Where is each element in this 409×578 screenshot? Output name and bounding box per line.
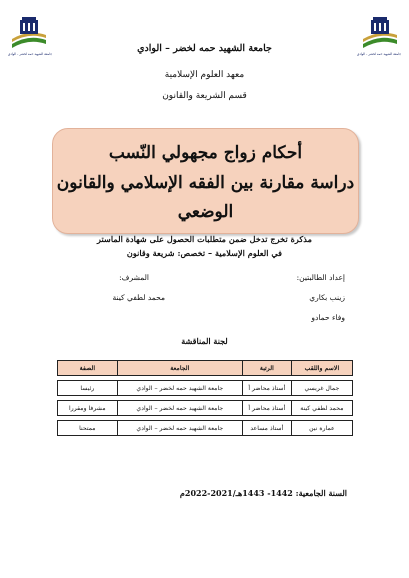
table-row (58, 401, 353, 416)
committee-table (57, 360, 353, 436)
specialization: في العلوم الإسلامية – تخصص: شريعة وقانون (126, 248, 283, 258)
table-row (58, 381, 353, 396)
table-cell: أستاذ محاضر أ (242, 381, 291, 396)
supervisor-label: المشرف: (119, 273, 149, 282)
table-cell: مشرفا ومقررا (58, 401, 118, 416)
table-cell: جامعة الشهيد حمه لخضر – الوادي (117, 421, 242, 436)
academic-year: السنة الجامعية: 1442- 1443هـ/2021-2022م (179, 488, 347, 498)
supervisor-name: محمد لطفي كينة (112, 293, 165, 302)
table-cell: ممتحنا (58, 421, 118, 436)
thesis-title-line1: أحكام زواج مجهولي النّسب (108, 143, 303, 163)
table-cell: جامعة الشهيد حمه لخضر – الوادي (117, 381, 242, 396)
prepared-by-label: إعداد الطالبتين: (296, 273, 345, 282)
column-header: الصفة (58, 361, 118, 376)
university-name: جامعة الشهيد حمه لخضر – الوادي (137, 43, 272, 54)
table-cell: عمارة نين (291, 421, 352, 436)
table-row (58, 421, 353, 436)
column-header: الجامعة (117, 361, 242, 376)
column-header: الرتبة (242, 361, 291, 376)
committee-heading: لجنة المناقشة (181, 336, 228, 346)
thesis-title-box (52, 128, 359, 234)
table-cell: محمد لطفي كينة (291, 401, 352, 416)
column-header: الاسم واللقب (291, 361, 352, 376)
degree-statement: مذكرة تخرج تدخل ضمن متطلبات الحصول على شهادة الماستر (97, 234, 312, 244)
table-header-row (58, 361, 353, 376)
table-cell: أستاذ محاضر أ (242, 401, 291, 416)
institute-name: معهد العلوم الإسلامية (164, 70, 245, 80)
table-cell: جمال غريسي (291, 381, 352, 396)
department-name: قسم الشريعة والقانون (162, 91, 247, 101)
thesis-title-line2: دراسة مقارنة بين الفقه الإسلامي والقانون (56, 173, 355, 193)
thesis-title-line3: الوضعي (177, 202, 234, 222)
student-name-2: وفاء حمادو (311, 313, 345, 322)
student-name-1: زينب بكاري (309, 293, 345, 302)
logo-caption-right: جامعة الشهيد حمه لخضر - الوادي (356, 52, 402, 56)
logo-caption-left: جامعة الشهيد حمه لخضر - الوادي (7, 52, 53, 56)
table-cell: أستاذ مساعد (242, 421, 291, 436)
table-cell: جامعة الشهيد حمه لخضر – الوادي (117, 401, 242, 416)
table-cell: رئيسا (58, 381, 118, 396)
